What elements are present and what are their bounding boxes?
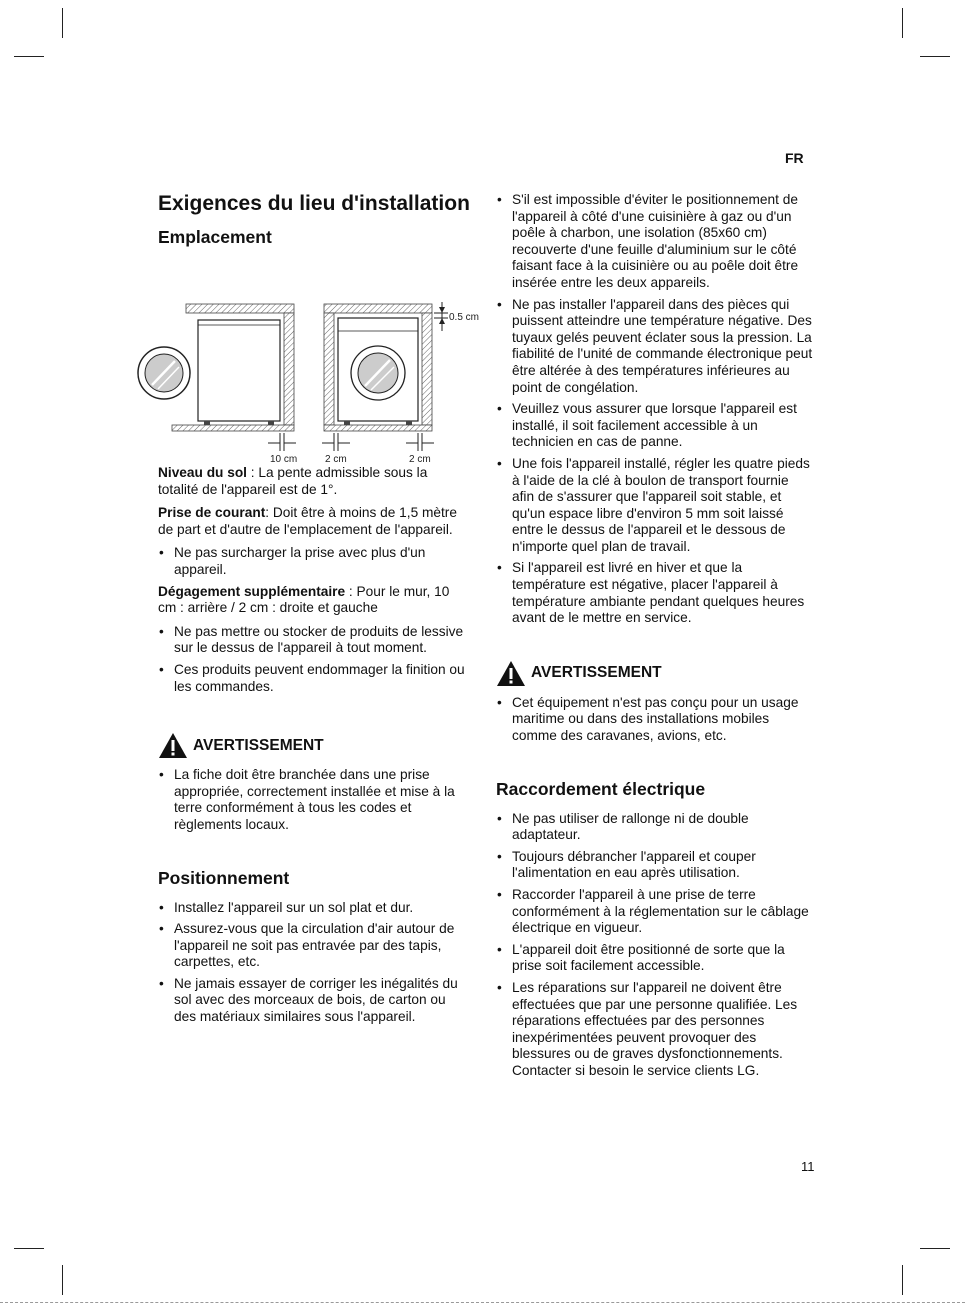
list-item: • Les réparations sur l'appareil ne doivent être effectuées que par une personne qualifiée. Les réparations effectuées par des personnes inexpérimentées peuvent provoquer des blessures ou de graves dysfonctionnements. Contacter si besoin le service clients LG. (496, 980, 814, 1080)
crop-mark (14, 56, 44, 57)
warning-2-list (496, 695, 814, 745)
warning-icon (158, 732, 188, 759)
list-item: • Ne pas mettre ou stocker de produits de lessive sur le dessus de l'appareil à tout moment. (158, 624, 470, 657)
list-item: • Raccorder l'appareil à une prise de terre conformément à la réglementation sur le câblage électrique en vigueur. (496, 887, 814, 937)
niveau-text: : La pente admissible sous la totalité de l'appareil est de 1°. (158, 465, 428, 497)
warning-block-2 (496, 660, 814, 687)
warning-icon (496, 660, 526, 687)
niveau-label: Niveau du sol (158, 465, 247, 480)
prise-text: : Doit être à moins de 1,5 mètre de part et d'autre de l'emplacement de l'appareil. (158, 505, 457, 537)
gap-left-label: 2 cm (325, 454, 347, 465)
warning-1-list (158, 767, 470, 833)
positionnement-list (158, 900, 470, 1026)
list-item: • S'il est impossible d'éviter le positionnement de l'appareil à côté d'une cuisinière à gaz ou d'un poêle à charbon, une isolation (85x60 cm) recouverte d'une feuille d'aluminium sur le côté faisant face à la cuisinière ou au poêle doit être insérée entre les deux appareils. (496, 192, 814, 292)
degagement-text: : Pour le mur, 10 cm : arrière / 2 cm : droite et gauche (158, 583, 450, 616)
list-item: • Ne pas installer l'appareil dans des pièces qui puissent atteindre une température négative. Des tuyaux gelés peuvent éclater sous la pression. La fiabilité de l'unité de commande électronique peut être altérée à des températures inférieures au point de congélation. (496, 297, 814, 397)
degagement-label: Dégagement supplémentaire (158, 583, 346, 599)
list-item: • Ne pas utiliser de rallonge ni de double adaptateur. (496, 811, 814, 844)
section-heading-raccordement: Raccordement électrique (496, 778, 706, 799)
warning-block-1 (158, 732, 470, 759)
list-item: • Une fois l'appareil installé, régler les quatre pieds à l'aide de la clé à boulon de transport fournie afin de s'assurer que l'appareil soit stable, et qu'un espace libre d'environ 5 mm soit laissé entre le dessus de l'appareil et le dessous de n'importe quel plan de travail. (496, 456, 814, 556)
warning-heading: AVERTISSEMENT (193, 736, 324, 754)
list-item: • La fiche doit être branchée dans une prise appropriée, correctement installée et mise à la terre conformément à tous les codes et règlements locaux. (158, 767, 470, 833)
list-item: • Assurez-vous que la circulation d'air autour de l'appareil ne soit pas entravée par des tapis, carpettes, etc. (158, 921, 470, 971)
crop-mark (62, 1265, 63, 1295)
figure-spacer (158, 248, 470, 465)
crop-mark (902, 8, 903, 38)
crop-mark (902, 1265, 903, 1295)
crop-mark (920, 1248, 950, 1249)
crop-mark (920, 56, 950, 57)
prise-list (158, 545, 470, 578)
list-item: • Cet équipement n'est pas conçu pour un usage maritime ou dans des installations mobiles comme des caravanes, avions, etc. (496, 695, 814, 745)
list-item: • Si l'appareil est livré en hiver et que la température est négative, placer l'appareil à température ambiante pendant quelques heures avant de le mettre en service. (496, 560, 814, 626)
prise-paragraph (158, 505, 470, 538)
gap-back-label: 10 cm (270, 454, 298, 465)
list-item: • Ne pas surcharger la prise avec plus d'un appareil. (158, 545, 470, 578)
page-cut-line (0, 1302, 965, 1303)
list-item: • Ces produits peuvent endommager la finition ou les commandes. (158, 662, 470, 695)
degagement-list (158, 624, 470, 695)
section-heading-positionnement: Positionnement (158, 867, 290, 888)
warning-heading: AVERTISSEMENT (531, 664, 662, 682)
right-column (496, 192, 814, 1085)
installation-list (496, 192, 814, 627)
gap-top-label: 0.5 cm (449, 312, 480, 323)
list-item: • Installez l'appareil sur un sol plat et dur. (158, 900, 470, 917)
list-item: • L'appareil doit être positionné de sorte que la prise soit facilement accessible. (496, 942, 814, 975)
gap-right-label: 2 cm (409, 454, 431, 465)
language-label: FR (785, 150, 804, 166)
left-column (158, 192, 470, 1031)
raccordement-list (496, 811, 814, 1080)
list-item: • Veuillez vous assurer que lorsque l'appareil est installé, il soit facilement accessible à un technicien en cas de panne. (496, 401, 814, 451)
degagement-paragraph (158, 584, 470, 617)
list-item: • Toujours débrancher l'appareil et couper l'alimentation en eau après utilisation. (496, 849, 814, 882)
crop-mark (14, 1248, 44, 1249)
prise-label: Prise de courant (158, 505, 266, 521)
list-item: • Ne jamais essayer de corriger les inégalités du sol avec des morceaux de bois, de carton ou des matériaux similaires sous l'appareil. (158, 976, 470, 1026)
crop-mark (62, 8, 63, 38)
niveau-paragraph (158, 465, 470, 498)
page-title: Exigences du lieu d'installation (158, 192, 470, 215)
section-heading-emplacement: Emplacement (158, 227, 272, 247)
page-number: 11 (801, 1159, 815, 1174)
